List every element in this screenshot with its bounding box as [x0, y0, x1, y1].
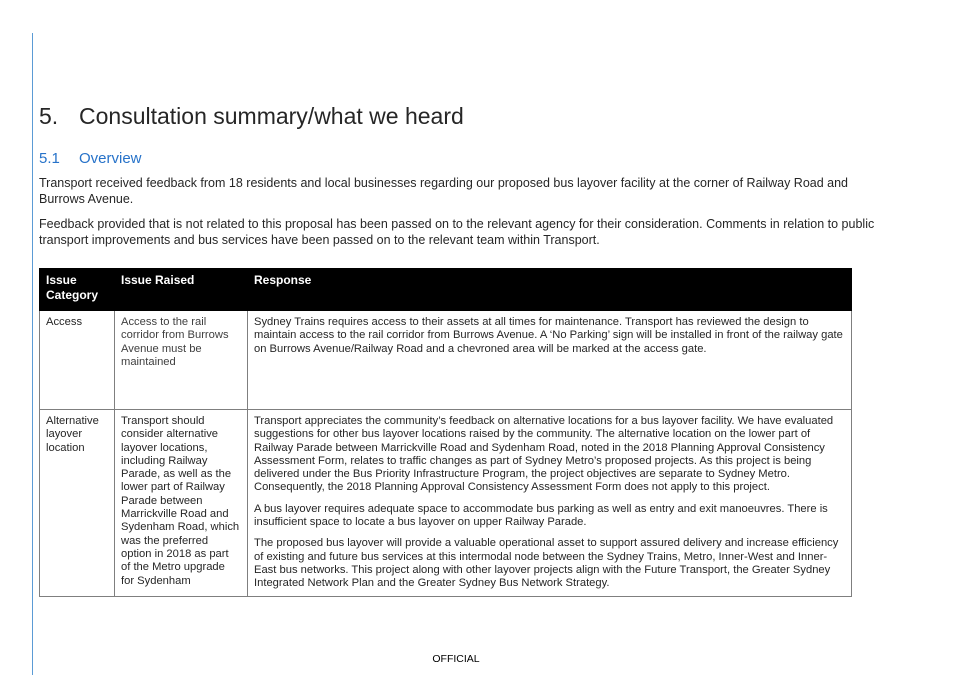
cell-issue-raised: Transport should consider alternative layover locations, including Railway Parade, as well as the lower part of Railway Parade between Marrickville Road and Sydenham Road, which was the preferred option in 2018 as part of the Metro upgrade for Sydenham [115, 410, 248, 597]
section-title: Consultation summary/what we heard [79, 103, 464, 129]
cell-category: Alternative layover location [40, 410, 115, 597]
section-heading [39, 103, 464, 130]
subsection-heading [39, 150, 142, 167]
header-issue-raised: Issue Raised [115, 269, 248, 311]
response-paragraph: The proposed bus layover will provide a valuable operational asset to support assured delivery and increase efficiency of existing and future bus services at this intermodal node between the Sydney Trains, Metro, Inner-West and Inner-East bus networks. This project along with other layover projects align with the Future Transport, the Greater Sydney Integrated Network Plan and the Greater Sydney Bus Network Strategy. [254, 537, 839, 590]
page-margin-line [32, 33, 33, 675]
table-header-row [40, 269, 852, 311]
section-number: 5. [39, 103, 59, 129]
overview-paragraph-1: Transport received feedback from 18 residents and local businesses regarding our proposed bus layover facility at the corner of Railway Road and Burrows Avenue. [39, 176, 849, 206]
subsection-title: Overview [79, 150, 142, 167]
cell-response [248, 311, 852, 410]
subsection-number: 5.1 [39, 150, 60, 167]
issues-table [39, 268, 852, 597]
classification-footer: OFFICIAL [432, 653, 480, 665]
overview-paragraph-2: Feedback provided that is not related to this proposal has been passed on to the relevant agency for their consideration. Comments in relation to public transport improvements and bus services have been passed on to the relevant team within Transport. [39, 217, 875, 247]
cell-issue-raised: Access to the rail corridor from Burrows Avenue must be maintained [115, 311, 248, 410]
table-row [40, 410, 852, 597]
response-paragraph: Sydney Trains requires access to their assets at all times for maintenance. Transport has reviewed the design to maintain access to the rail corridor from Burrows Avenue. A ‘No Parking’ sign will be installed in front of the railway gate on Burrows Avenue/Railway Road and a chevroned area will be marked at the access gate. [254, 316, 843, 355]
cell-category: Access [40, 311, 115, 410]
response-paragraph: A bus layover requires adequate space to accommodate bus parking as well as entry and exit manoeuvres. There is insufficient space to locate a bus layover on upper Railway Parade. [254, 502, 828, 529]
header-issue-category: Issue Category [40, 269, 115, 311]
response-paragraph: Transport appreciates the community’s feedback on alternative locations for a bus layover facility. We have evaluated suggestions for other bus layover locations raised by the community. The alternative location on the lower part of Railway Parade between Marrickville Road and Sydenham Road, noted in the 2018 Planning Approval Consistency Assessment Form, relates to traffic changes as part of Sydney Metro’s proposed projects. As this project is being delivered under the Bus Priority Infrastructure Program, the project objectives are separate to Sydney Metro. Consequently, the 2018 Planning Approval Consistency Assessment Form does not apply to this project. [254, 415, 834, 494]
table-row [40, 311, 852, 410]
header-response: Response [248, 269, 852, 311]
cell-response [248, 410, 852, 597]
